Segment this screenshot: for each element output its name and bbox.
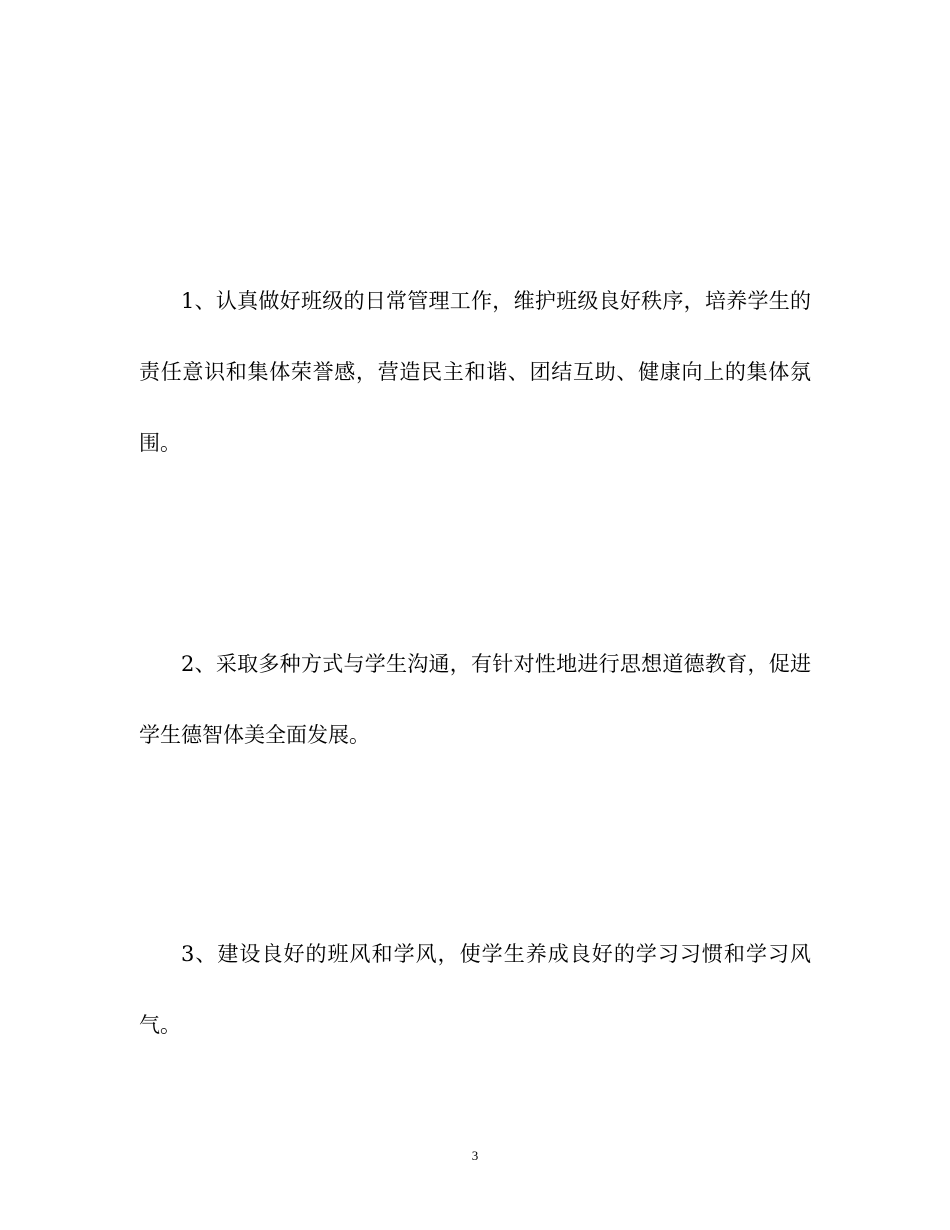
- paragraph-1: 1、认真做好班级的日常管理工作，维护班级良好秩序，培养学生的责任意识和集体荣誉感，营造民主和谐、团结互助、健康向上的集体氛围。: [139, 289, 811, 455]
- paragraph-3: 3、建设良好的班风和学风，使学生养成良好的学习习惯和学习风气。: [139, 942, 811, 1037]
- paragraph-2: 2、采取多种方式与学生沟通，有针对性地进行思想道德教育，促进学生德智体美全面发展。: [139, 652, 811, 747]
- page-number: 3: [471, 1148, 479, 1163]
